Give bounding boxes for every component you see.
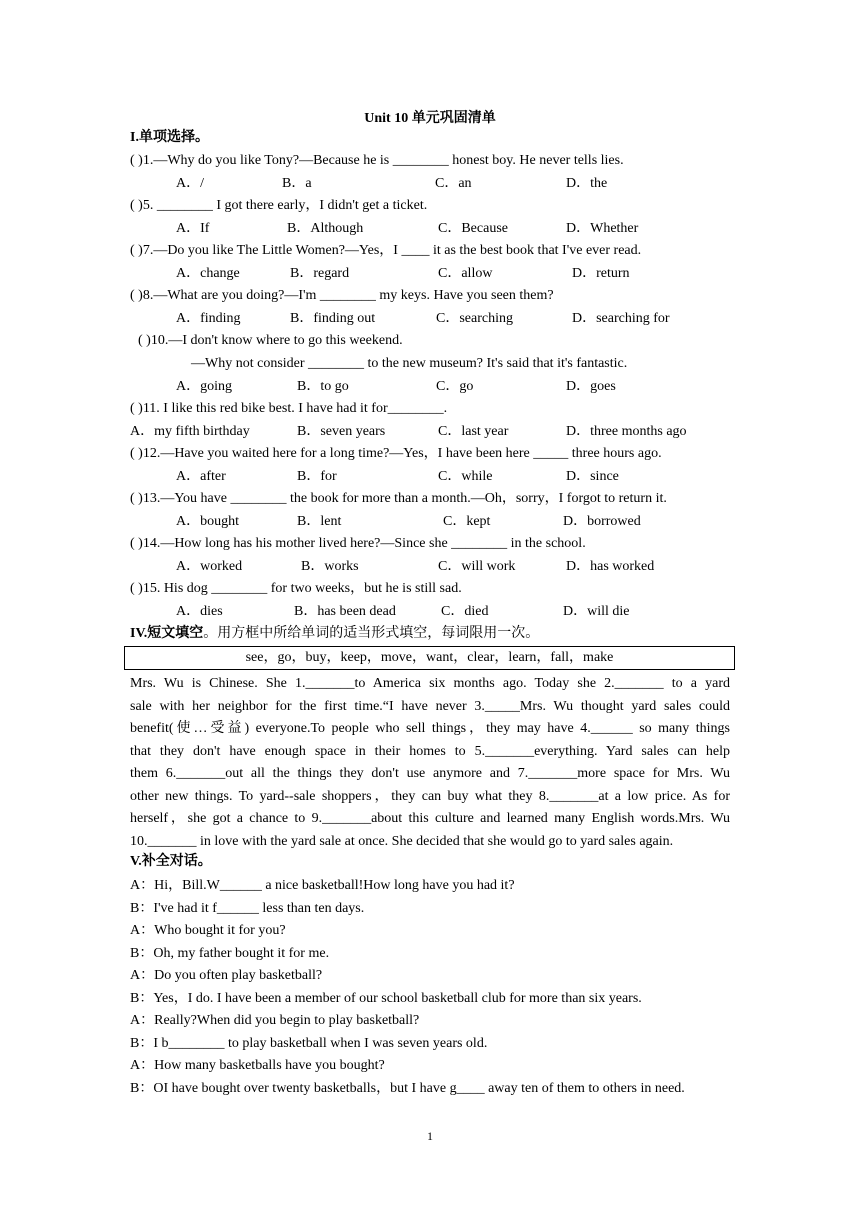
passage-line: that they don't have enough space in their homes to 5._______everything. Yard sales can help [130,743,730,759]
question-stem: ( )14.—How long has his mother lived here?—Since she ________ in the school. [130,536,586,551]
section-1-heading: I.单项选择。 [130,130,209,145]
option-c: C．last year [438,424,509,439]
option-c: C．allow [438,266,493,281]
option-c: C．searching [436,311,513,326]
option-c: C．will work [438,559,516,574]
option-a: A．dies [176,604,223,619]
question-stem: ( )10.—I don't know where to go this weekend. [138,333,403,348]
section-4-heading-line [130,625,539,643]
option-d: D．return [572,266,630,281]
option-b: B．to go [297,379,349,394]
option-a: A．If [176,221,210,236]
option-b: B．has been dead [294,604,396,619]
option-b: B．finding out [290,311,376,326]
option-d: D．goes [566,379,616,394]
option-a: A．change [176,266,240,281]
passage-line: other new things. To yard--sale shoppers，they can buy what they 8._______at a low price. As for [130,788,730,804]
option-b: B．Although [287,221,364,236]
option-a: A．going [176,379,232,394]
dialogue-line: A：Who bought it for you? [130,923,286,938]
page-title: Unit 10 单元巩固清单 [364,111,496,126]
option-c: C．an [435,176,472,191]
dialogue-line: A：Do you often play basketball? [130,968,323,983]
dialogue-line: A：Hi，Bill.W______ a nice basketball!How long have you had it? [130,878,515,893]
option-c: C．kept [443,514,491,529]
passage-line: them 6._______out all the things they don't use anymore and 7._______more space for Mrs. Wu [130,766,730,781]
option-d: D．searching for [572,311,670,326]
option-b: B．works [301,559,359,574]
question-stem: ( )1.—Why do you like Tony?—Because he is ________ honest boy. He never tells lies. [130,153,624,168]
dialogue-line: B：Oh, my father bought it for me. [130,946,330,961]
question-stem: ( )7.—Do you like The Little Women?—Yes，I ____ it as the best book that I've ever read. [130,243,642,258]
option-a: A．finding [176,311,241,326]
question-stem: ( )13.—You have ________ the book for more than a month.—Oh，sorry，I forgot to return it. [130,491,667,506]
section-4-heading: IV.短文填空 [130,626,204,641]
section-4-instruction: 。用方框中所给单词的适当形式填空，每词限用一次。 [203,626,540,641]
option-a: A．bought [176,514,239,529]
option-a: A．my fifth birthday [130,424,250,439]
option-a: A．worked [176,559,243,574]
option-d: D．Whether [566,221,639,236]
passage-line: herself，she got a chance to 9._______about this culture and learned many English words.Mrs. Wu [130,811,730,826]
question-stem: ( )8.—What are you doing?—I'm ________ my keys. Have you seen them? [130,288,554,303]
option-a: A．/ [176,176,204,191]
dialogue-line: A：Really?When did you begin to play basketball? [130,1013,420,1028]
passage-line: benefit(使…受益) everyone.To people who sell things，they may have 4.______ so many things [130,721,730,736]
option-b: B．a [282,176,312,191]
option-d: D．since [566,469,619,484]
option-d: D．borrowed [563,514,641,529]
option-c: C．go [436,379,474,394]
option-b: B．for [297,469,337,484]
passage-line: sale with her neighbor for the first time.“I have never 3._____Mrs. Wu thought yard sales could [130,698,730,714]
option-d: D．three months ago [566,424,687,439]
dialogue-line: B：Yes，I do. I have been a member of our school basketball club for more than six years. [130,991,642,1006]
question-stem: ( )12.—Have you waited here for a long time?—Yes，I have been here _____ three hours ago. [130,446,662,461]
option-d: D．the [566,176,608,191]
question-stem: ( )5. ________ I got there early，I didn't get a ticket. [130,198,428,213]
option-d: D．has worked [566,559,655,574]
dialogue-line: A：How many basketballs have you bought? [130,1058,385,1073]
passage [130,673,730,853]
passage-line: Mrs. Wu is Chinese. She 1._______to America six months ago. Today she 2._______ to a yard [130,676,730,691]
dialogue-line: B：I b________ to play basketball when I was seven years old. [130,1036,488,1051]
option-c: C．died [441,604,489,619]
option-c: C．Because [438,221,508,236]
option-a: A．after [176,469,226,484]
dialogue-line: B：I've had it f______ less than ten days. [130,901,365,916]
page-number: 1 [427,1129,433,1143]
question-stem: ( )11. I like this red bike best. I have had it for________. [130,401,448,416]
word-box: see，go，buy，keep，move，want，clear，learn，fall，make [124,646,735,670]
option-d: D．will die [563,604,630,619]
option-b: B．regard [290,266,350,281]
option-b: B．seven years [297,424,386,439]
question-stem-continuation: —Why not consider ________ to the new museum? It's said that it's fantastic. [191,356,628,371]
option-b: B．lent [297,514,342,529]
question-stem: ( )15. His dog ________ for two weeks，but he is still sad. [130,581,462,596]
section-5-heading: V.补全对话。 [130,854,212,869]
passage-line: 10._______ in love with the yard sale at once. She decided that she would go to yard sales again. [130,833,674,849]
option-c: C．while [438,469,493,484]
dialogue-line: B：OI have bought over twenty basketballs，but I have g____ away ten of them to others in need. [130,1081,685,1096]
